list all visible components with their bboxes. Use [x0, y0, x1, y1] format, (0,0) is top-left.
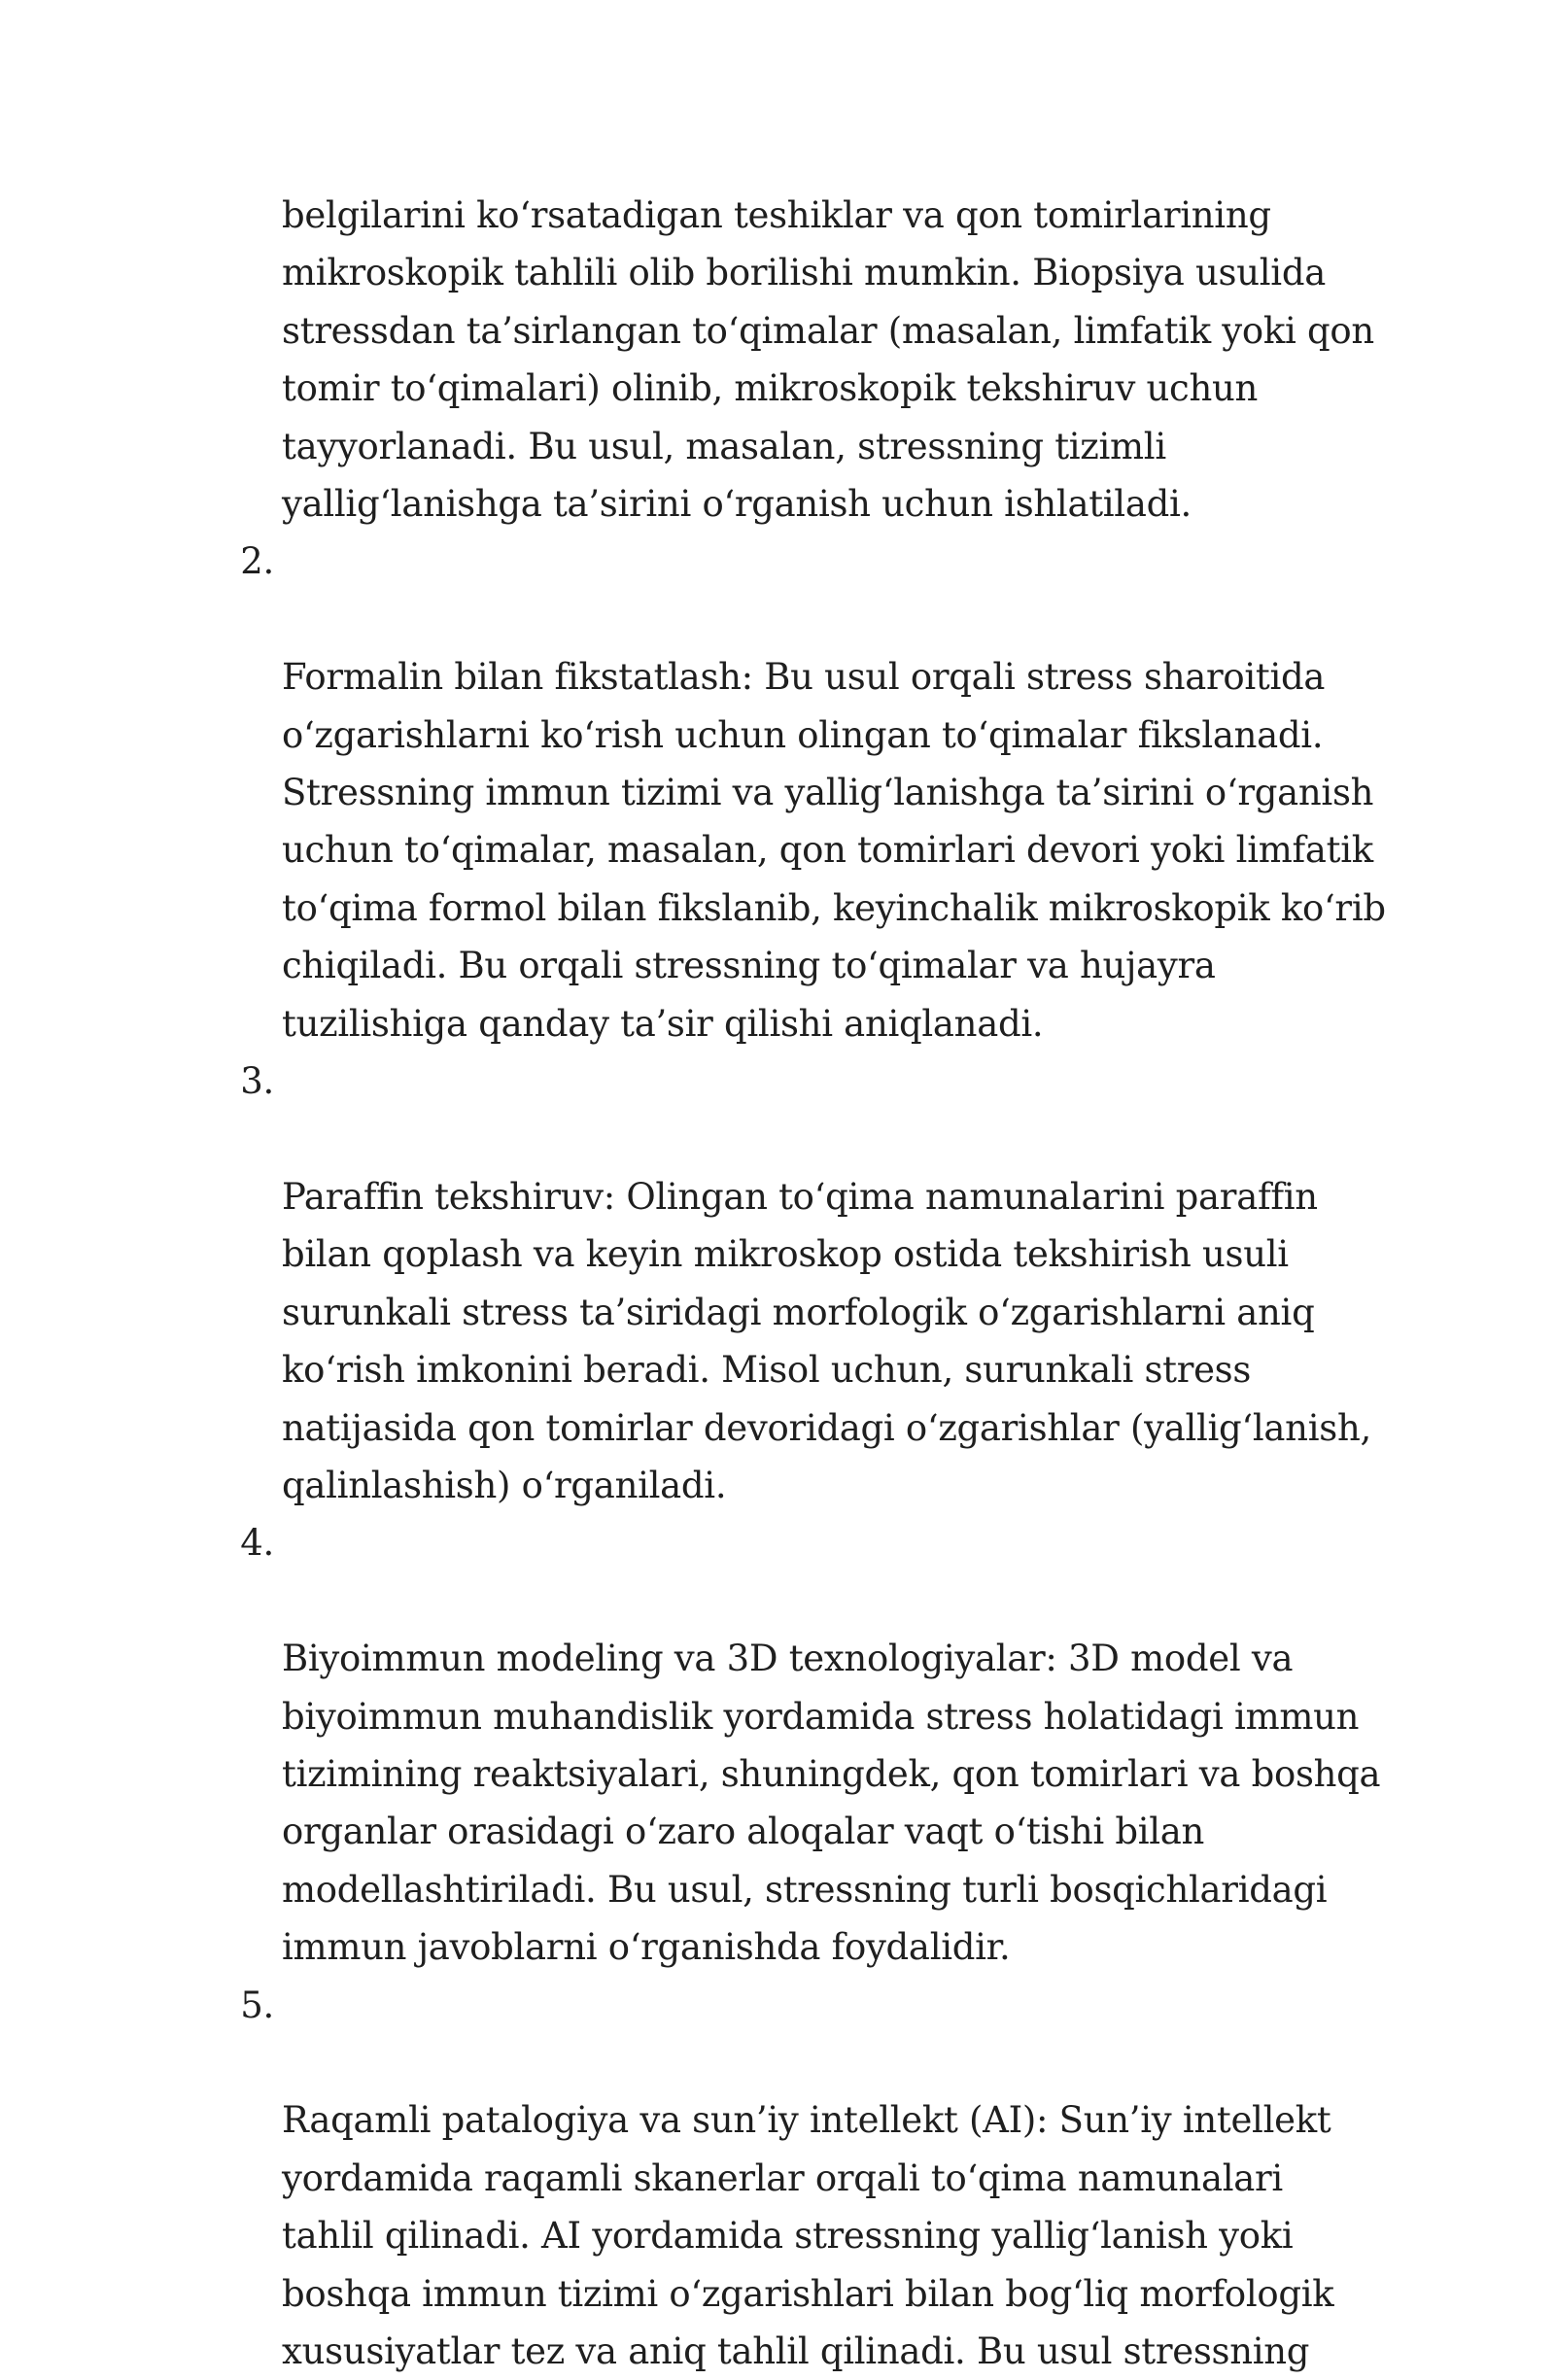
list-item-text: Raqamli patalogiya va sun’iy intellekt (AI): Sun’iy intellekt yordamida raqamli skanerlar orqali to‘qima namunalari tahlil qilinadi. AI yordamida stressning yallig‘lanish yoki boshqa immun tizimi o‘zgarishlari bilan bog‘liq morfologik xususiyatlar tez va aniq tahlil qilinadi. Bu usul stressning [282, 2099, 1334, 2373]
list-item [240, 1052, 1390, 1514]
list-item-number: 3. [240, 1060, 274, 1103]
list-item [240, 1977, 1390, 2380]
list-item-number: 2. [240, 540, 274, 583]
list-item [240, 1514, 1390, 1976]
list-item [240, 533, 1390, 1052]
list-item-number: 5. [240, 1983, 274, 2026]
list-item-text: Biyoimmun modeling va 3D texnologiyalar: 3D model va biyoimmun muhandislik yordamida stress holatidagi immun tizimining reaktsiyalari, shuningdek, qon tomirlari va boshqa organlar orasidagi o‘zaro aloqalar vaqt o‘tishi bilan modellashtiriladi. Bu usul, stressning turli bosqichlaridagi immun javoblarni o‘rganishda foydalidir. [282, 1638, 1381, 1969]
numbered-list [240, 533, 1390, 2380]
list-item-text: Paraffin tekshiruv: Olingan to‘qima namunalarini paraffin bilan qoplash va keyin mikroskop ostida tekshirish usuli surunkali stress ta’siridagi morfologik o‘zgarishlarni aniq ko‘rish imkonini beradi. Misol uchun, surunkali stress natijasida qon tomirlar devoridagi o‘zgarishlar (yallig‘lanish, qalinlashish) o‘rganiladi. [282, 1175, 1371, 1506]
document-body [240, 187, 1390, 2380]
intro-paragraph: belgilarini ko‘rsatadigan teshiklar va qon tomirlarining mikroskopik tahlili olib borilishi mumkin. Biopsiya usulida stressdan ta’sirlangan to‘qimalar (masalan, limfatik yoki qon tomir to‘qimalari) olinib, mikroskopik tekshiruv uchun tayyorlanadi. Bu usul, masalan, stressning tizimli yallig‘lanishga ta’sirini o‘rganish uchun ishlatiladi. [282, 194, 1374, 526]
list-item-text: Formalin bilan fikstatlash: Bu usul orqali stress sharoitida o‘zgarishlarni ko‘rish uchun olingan to‘qimalar fikslanadi. Stressning immun tizimi va yallig‘lanishga ta’sirini o‘rganish uchun to‘qimalar, masalan, qon tomirlari devori yoki limfatik to‘qima formol bilan fikslanib, keyinchalik mikroskopik ko‘rib chiqiladi. Bu orqali stressning to‘qimalar va hujayra tuzilishiga qanday ta’sir qilishi aniqlanadi. [282, 656, 1386, 1045]
list-item-number: 4. [240, 1522, 274, 1565]
